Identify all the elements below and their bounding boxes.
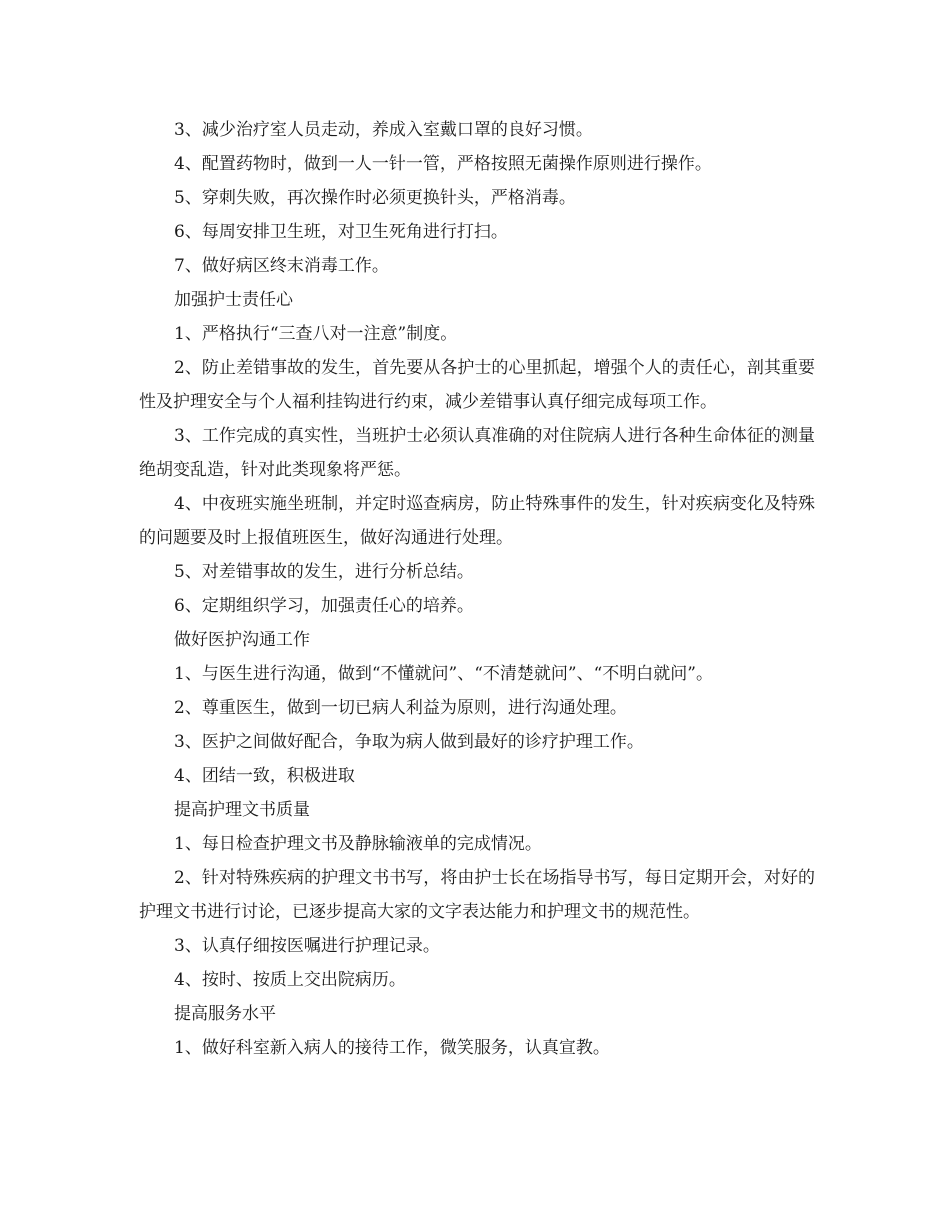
paragraph: 4、按时、按质上交出院病历。 — [174, 970, 406, 990]
paragraph: 2、针对特殊疾病的护理文书书写，将由护士长在场指导书写，每日定期开会，对好的护理文书进行讨论，已逐步提高大家的文字表达能力和护理文书的规范性。 — [139, 868, 815, 922]
paragraph: 4、团结一致，积极进取 — [174, 766, 355, 786]
paragraph: 1、每日检查护理文书及静脉输液单的完成情况。 — [174, 834, 542, 854]
paragraph: 6、定期组织学习，加强责任心的培养。 — [174, 596, 474, 616]
paragraph: 2、尊重医生，做到一切已病人利益为原则，进行沟通处理。 — [174, 698, 627, 718]
document-body — [139, 113, 815, 1065]
section-heading: 加强护士责任心 — [174, 290, 293, 310]
paragraph: 3、认真仔细按医嘱进行护理记录。 — [174, 936, 440, 956]
section-heading: 提高护理文书质量 — [174, 800, 310, 820]
paragraph: 3、医护之间做好配合，争取为病人做到最好的诊疗护理工作。 — [174, 732, 644, 752]
paragraph: 1、严格执行“三查八对一注意”制度。 — [174, 324, 458, 344]
paragraph: 2、防止差错事故的发生，首先要从各护士的心里抓起，增强个人的责任心，剖其重要性及护理安全与个人福利挂钩进行约束，减少差错事认真仔细完成每项工作。 — [139, 358, 815, 412]
section-heading: 提高服务水平 — [174, 1004, 276, 1024]
paragraph: 3、工作完成的真实性，当班护士必须认真准确的对住院病人进行各种生命体征的测量绝胡变乱造，针对此类现象将严惩。 — [139, 426, 815, 480]
paragraph: 1、与医生进行沟通，做到“不懂就问”、“不清楚就问”、“不明白就问”。 — [174, 664, 713, 684]
paragraph: 5、对差错事故的发生，进行分析总结。 — [174, 562, 474, 582]
paragraph: 4、配置药物时，做到一人一针一管，严格按照无菌操作原则进行操作。 — [174, 154, 712, 174]
section-heading: 做好医护沟通工作 — [174, 630, 310, 650]
paragraph: 4、中夜班实施坐班制，并定时巡查病房，防止特殊事件的发生，针对疾病变化及特殊的问题要及时上报值班医生，做好沟通进行处理。 — [139, 494, 815, 548]
paragraph: 3、减少治疗室人员走动，养成入室戴口罩的良好习惯。 — [174, 120, 593, 140]
paragraph: 6、每周安排卫生班，对卫生死角进行打扫。 — [174, 222, 508, 242]
paragraph: 5、穿刺失败，再次操作时必须更换针头，严格消毒。 — [174, 188, 576, 208]
paragraph: 7、做好病区终末消毒工作。 — [174, 256, 389, 276]
paragraph: 1、做好科室新入病人的接待工作，微笑服务，认真宣教。 — [174, 1038, 610, 1058]
